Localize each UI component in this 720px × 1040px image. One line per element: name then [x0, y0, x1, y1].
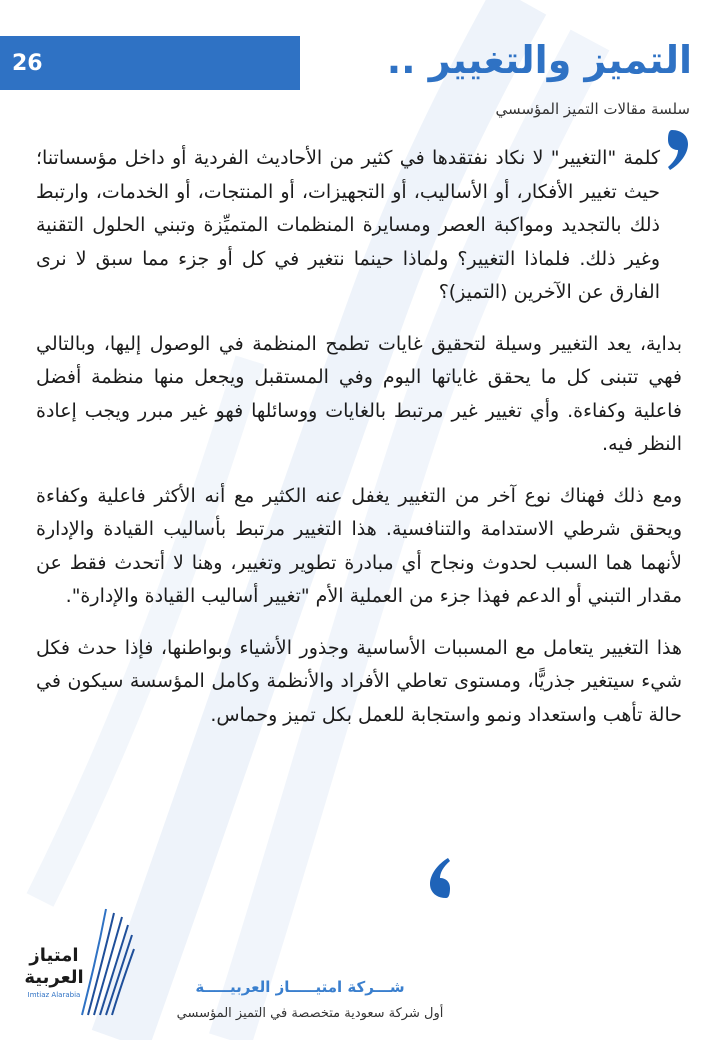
- logo-text-line2: العربية: [24, 967, 84, 988]
- logo-text-en: Imtiaz Alarabia: [27, 991, 81, 999]
- paragraph-1: كلمة "التغيير" لا نكاد نفتقدها في كثير من الأحاديث الفردية أو داخل مؤسساتنا؛ حيث تغيير الأفكار، أو الأساليب، أو التجهيزات، أو المنتجات، أو الخدمات، وارتبط ذلك بالتجديد ومواكبة العصر ومسايرة المنظمات المتميِّزة وتبني الحلول التقنية وغير ذلك. فلماذا التغيير؟ ولماذا حينما نتغير في كل أو جزء مما سبق لا نرى الفارق عن الآخرين (التميز)؟: [36, 147, 660, 303]
- paragraph-2: بداية، يعد التغيير وسيلة لتحقيق غايات تطمح المنظمة في الوصول إليها، وبالتالي فهي تتبنى كل ما يحقق غاياتها اليوم وفي المستقبل ويجعل منها منظمة أفضل فاعلية وكفاءة. وأي تغيير غير مرتبط بالغايات ووسائلها فهو غير مبرر ويجب إعادة النظر فيه.: [36, 332, 682, 455]
- page-number-bar: [0, 36, 300, 90]
- paragraph-3: ومع ذلك فهناك نوع آخر من التغيير يغفل عنه الكثير مع أنه الأكثر فاعلية وكفاءة ويحقق شرطي الاستدامة والتنافسية. هذا التغيير مرتبط بأساليب القيادة والإدارة لأنهما هما السبب لحدوث ونجاح أي مبادرة تطوير وتغيير، وهنا لا أتحدث فقط عن مقدار التبني أو الدعم فهذا جزء من العملية الأم "تغيير أساليب القيادة والإدارة".: [36, 484, 682, 607]
- logo-text-line1: امتياز: [29, 945, 79, 966]
- company-logo: [18, 905, 138, 1020]
- quote-close-icon: [426, 856, 452, 900]
- page-number: 26: [12, 50, 43, 76]
- company-tagline: أول شركة سعودية متخصصة في التميز المؤسسي: [176, 1006, 444, 1021]
- series-subtitle: سلسة مقالات التميز المؤسسي: [495, 100, 690, 118]
- article-body: [36, 142, 682, 750]
- page-title: التميز والتغيير ..: [386, 38, 692, 82]
- company-name: شـــركة امتيـــــاز العربيـــــة: [195, 978, 405, 996]
- paragraph-4: هذا التغيير يتعامل مع المسببات الأساسية وجذور الأشياء وبواطنها، فإذا حدث فكل شيء سيتغير جذريًّا، ومستوى تعاطي الأفراد والأنظمة وكامل المؤسسة سيكون في حالة تأهب واستعداد ونمو واستجابة للعمل بكل تميز وحماس.: [36, 636, 682, 726]
